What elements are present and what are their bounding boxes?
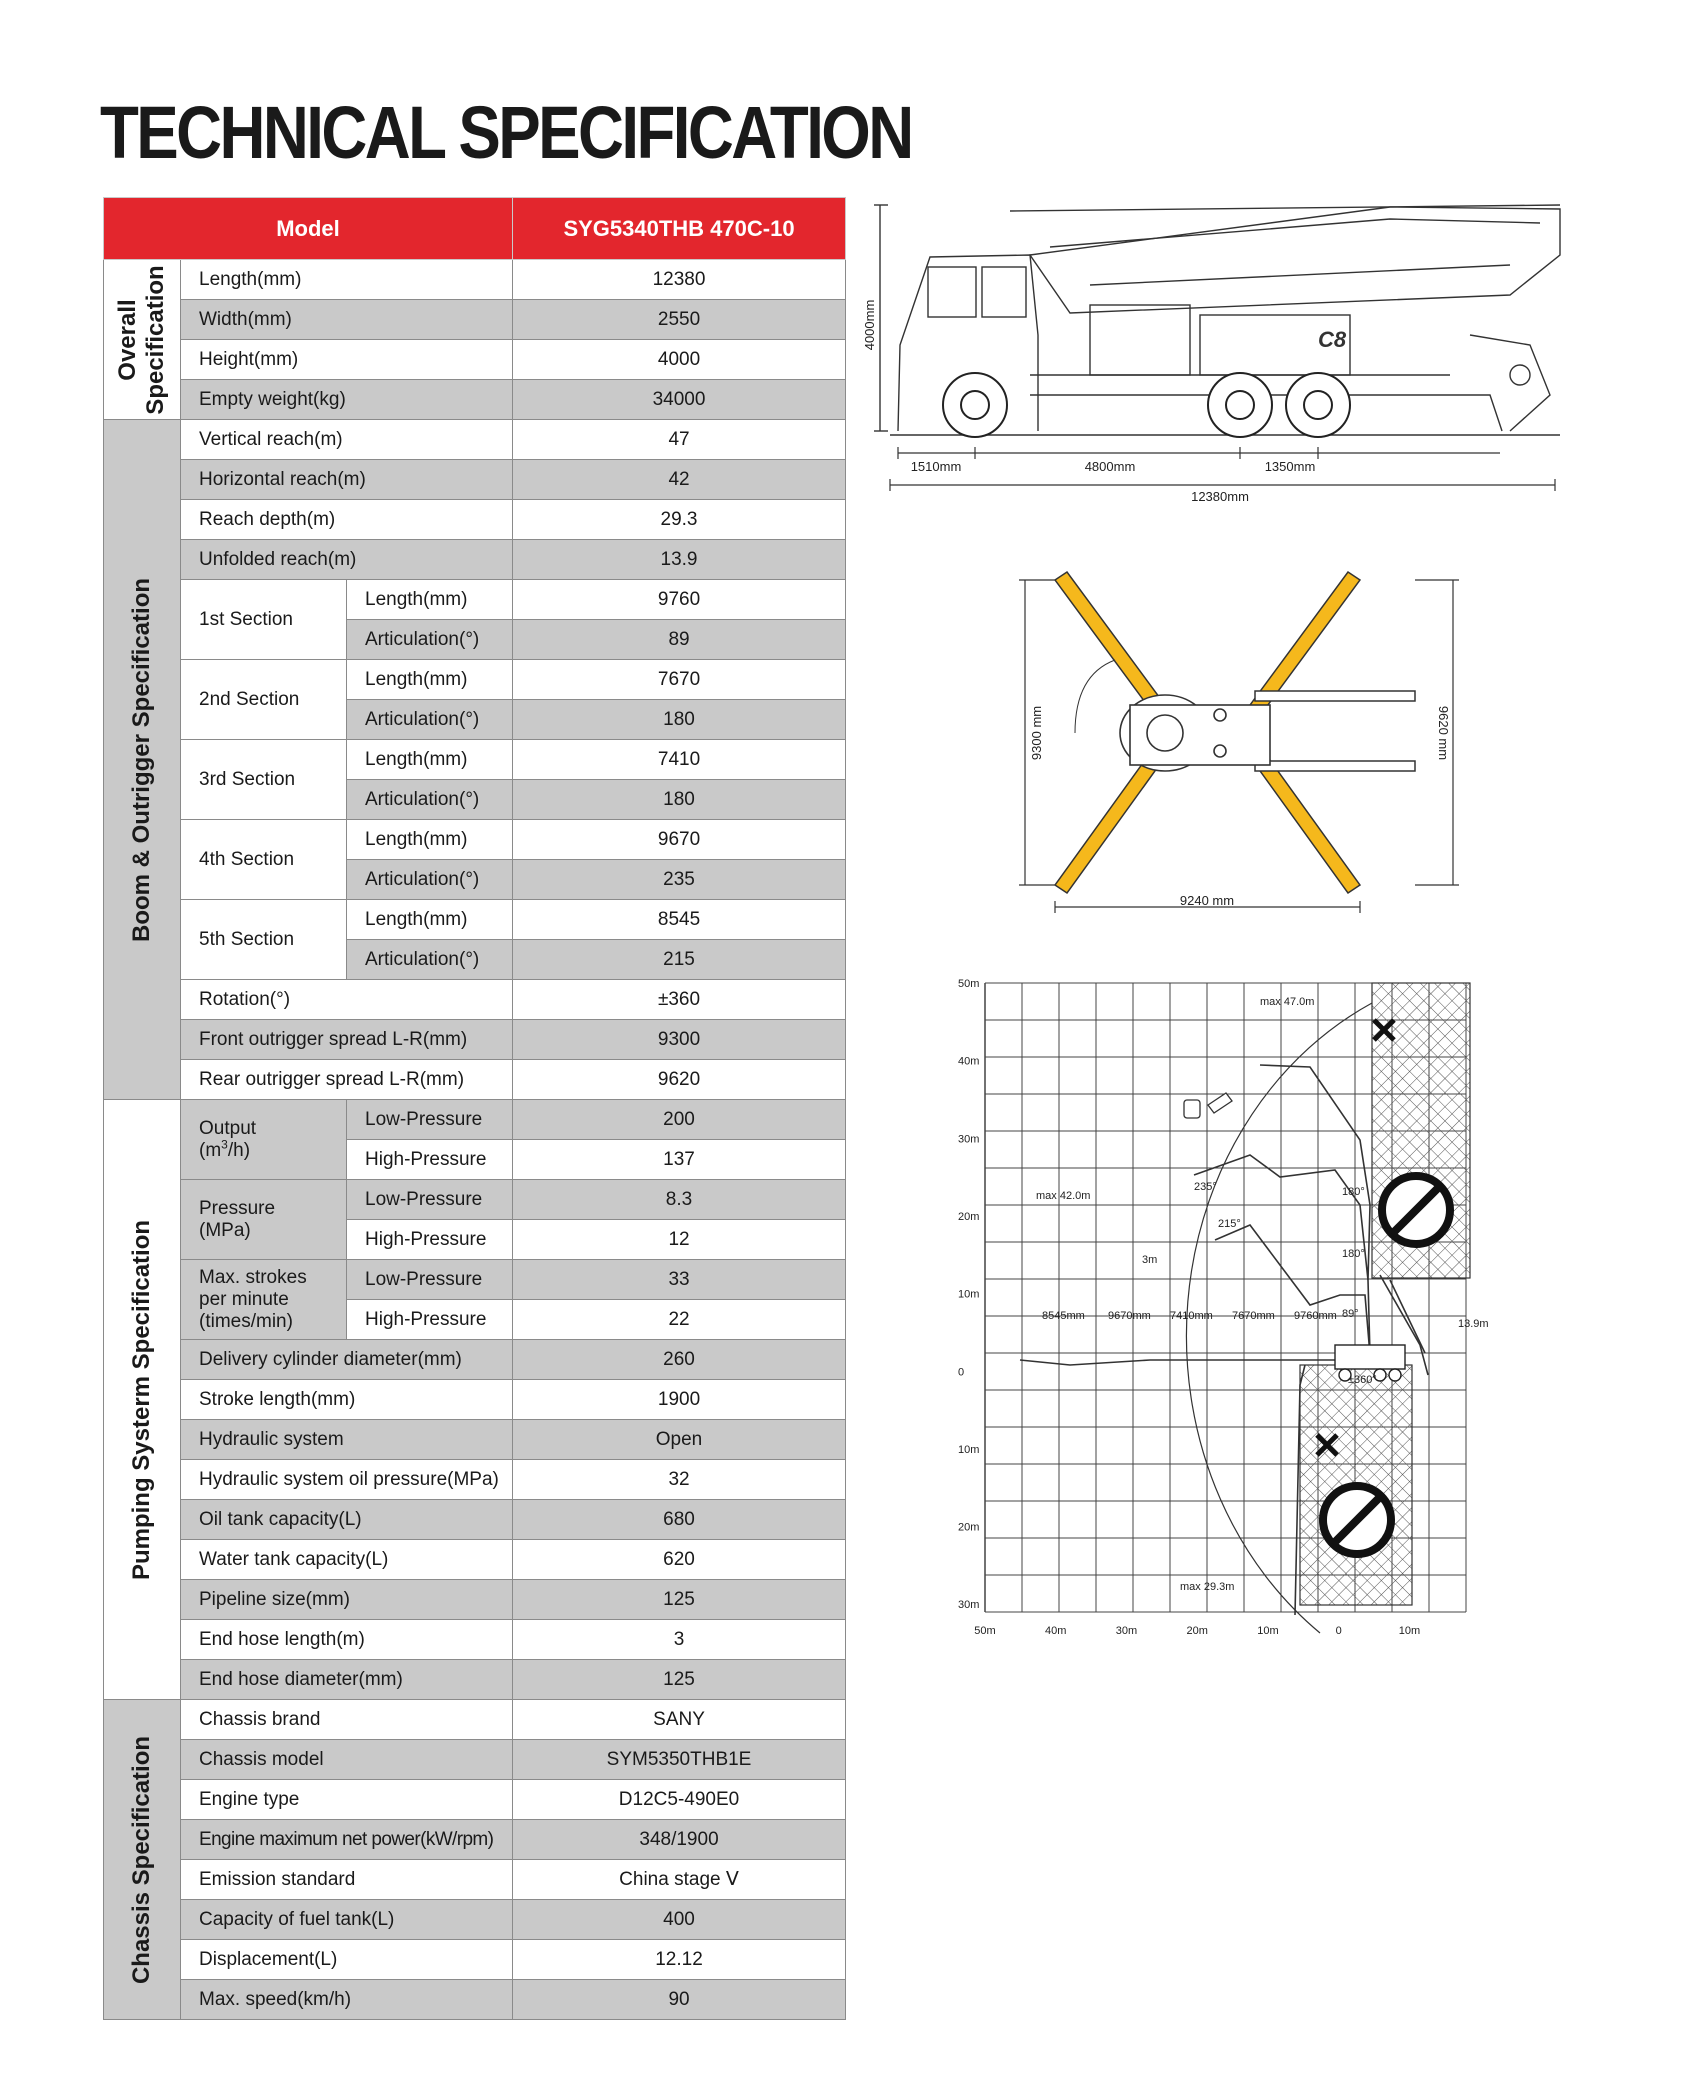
- row-value: 180: [513, 780, 846, 820]
- table-row: [104, 740, 846, 780]
- max-vertical-label: max 47.0m: [1260, 996, 1315, 1008]
- row-value: 29.3: [513, 500, 846, 540]
- row-label: Water tank capacity(L): [181, 1540, 513, 1580]
- row-value: 125: [513, 1580, 846, 1620]
- row-sub-label: Low-Pressure: [347, 1180, 513, 1220]
- row-value: 3: [513, 1620, 846, 1660]
- table-row: [104, 500, 846, 540]
- table-row: [104, 1900, 846, 1940]
- row-value: 620: [513, 1540, 846, 1580]
- row-value: 13.9: [513, 540, 846, 580]
- row-value: 2550: [513, 300, 846, 340]
- row-value: 180: [513, 700, 846, 740]
- section-label-overall: Overall Specification: [114, 264, 169, 415]
- row-value: 22: [513, 1300, 846, 1340]
- section-label-boom: Boom & Outrigger Specification: [128, 577, 155, 942]
- row-label: Width(mm): [181, 300, 513, 340]
- row-value: 7670: [513, 660, 846, 700]
- y-tick-label: 40m: [958, 1055, 980, 1068]
- output-group-label: Output $(m^3/h)$: [181, 1100, 347, 1180]
- x-tick-label: 10m: [1257, 1625, 1279, 1637]
- row-label: Pipeline size(mm): [181, 1580, 513, 1620]
- row-value: 9670: [513, 820, 846, 860]
- section-length-label: 7670mm: [1232, 1310, 1275, 1322]
- section-pumping: [104, 1100, 181, 1700]
- section-chassis: [104, 1700, 181, 2020]
- row-label: Chassis model: [181, 1740, 513, 1780]
- row-label: Vertical reach(m): [181, 420, 513, 460]
- boom-section-name: 3rd Section: [181, 740, 347, 820]
- angle-label: 215°: [1218, 1218, 1241, 1230]
- row-sub-label: Articulation(°): [347, 620, 513, 660]
- x-tick-label: 50m: [974, 1625, 996, 1637]
- row-value: 400: [513, 1900, 846, 1940]
- row-sub-label: Length(mm): [347, 740, 513, 780]
- section-length-label: 8545mm: [1042, 1310, 1085, 1322]
- x-tick-label: 0: [1335, 1625, 1342, 1637]
- spec-table: [103, 197, 846, 2020]
- table-row: [104, 1780, 846, 1820]
- table-row: [104, 1380, 846, 1420]
- section-length-label: 9760mm: [1294, 1310, 1337, 1322]
- table-row: [104, 1620, 846, 1660]
- row-value: 215: [513, 940, 846, 980]
- truck-mid-dim: 4800mm: [1084, 459, 1136, 474]
- row-value: 9620: [513, 1060, 846, 1100]
- width-dim: 9240 mm: [1179, 893, 1235, 908]
- row-label: Hydraulic system: [181, 1420, 513, 1460]
- row-value: D12C5-490E0: [513, 1780, 846, 1820]
- row-label: Engine maximum net power(kW/rpm): [181, 1820, 513, 1860]
- rear-spread-dim: 9620 mm: [1436, 705, 1451, 761]
- row-sub-label: Low-Pressure: [347, 1260, 513, 1300]
- row-sub-label: Articulation(°): [347, 700, 513, 740]
- row-label: Chassis brand: [181, 1700, 513, 1740]
- angle-label: 89°: [1342, 1308, 1359, 1320]
- table-row: [104, 1020, 846, 1060]
- row-value: 89: [513, 620, 846, 660]
- y-tick-label: 0: [958, 1366, 965, 1379]
- table-row: [104, 420, 846, 460]
- table-row: [104, 1580, 846, 1620]
- row-sub-label: High-Pressure: [347, 1140, 513, 1180]
- row-label: Stroke length(mm): [181, 1380, 513, 1420]
- table-row: [104, 1180, 846, 1220]
- row-label: Front outrigger spread L-R(mm): [181, 1020, 513, 1060]
- table-row: [104, 1100, 846, 1140]
- table-row: [104, 1500, 846, 1540]
- table-row: [104, 340, 846, 380]
- y-tick-label: 20m: [958, 1210, 980, 1223]
- table-row: [104, 900, 846, 940]
- row-value: 8545: [513, 900, 846, 940]
- row-sub-label: High-Pressure: [347, 1220, 513, 1260]
- table-row: [104, 1820, 846, 1860]
- page-title: TECHNICAL SPECIFICATION: [100, 91, 912, 174]
- row-value: 137: [513, 1140, 846, 1180]
- section-length-label: 7410mm: [1170, 1310, 1213, 1322]
- boom-section-name: 1st Section: [181, 580, 347, 660]
- y-tick-label: 30m: [958, 1599, 980, 1612]
- table-row: [104, 1700, 846, 1740]
- row-label: Engine type: [181, 1780, 513, 1820]
- section-boom: [104, 420, 181, 1100]
- row-value: 7410: [513, 740, 846, 780]
- x-tick-label: 10m: [1398, 1625, 1421, 1637]
- row-label: Empty weight(kg): [181, 380, 513, 420]
- row-value: 34000: [513, 380, 846, 420]
- row-value: China stage Ⅴ: [513, 1860, 846, 1900]
- max-depth-label: max 29.3m: [1180, 1581, 1235, 1593]
- truck-front-dim: 1510mm: [910, 459, 962, 474]
- row-value: 12380: [513, 260, 846, 300]
- angle-label: 235°: [1194, 1181, 1217, 1193]
- row-value: SYM5350THB1E: [513, 1740, 846, 1780]
- table-row: [104, 1260, 846, 1300]
- row-value: 260: [513, 1340, 846, 1380]
- row-label: Length(mm): [181, 260, 513, 300]
- table-row: [104, 1660, 846, 1700]
- row-value: 1900: [513, 1380, 846, 1420]
- table-row: [104, 980, 846, 1020]
- model-header: Model: [104, 198, 513, 260]
- section-label-pumping: Pumping Systerm Specification: [128, 1219, 155, 1580]
- row-value: 348/1900: [513, 1820, 846, 1860]
- row-value: 32: [513, 1460, 846, 1500]
- row-sub-label: Length(mm): [347, 900, 513, 940]
- table-row: [104, 1340, 846, 1380]
- hand-pointer-icon: [1184, 1093, 1232, 1118]
- row-sub-label: Articulation(°): [347, 940, 513, 980]
- row-value: 125: [513, 1660, 846, 1700]
- y-tick-label: 10m: [958, 1443, 980, 1456]
- y-tick-label: 10m: [958, 1288, 980, 1301]
- table-row: [104, 460, 846, 500]
- front-spread-dim: 9300 mm: [1029, 705, 1044, 761]
- row-label: Max. speed(km/h): [181, 1980, 513, 2020]
- angle-label: 180°: [1342, 1186, 1365, 1198]
- table-header-row: [104, 198, 846, 260]
- table-row: [104, 540, 846, 580]
- row-sub-label: Length(mm): [347, 580, 513, 620]
- rotation-label: ±360°: [1348, 1374, 1377, 1386]
- row-sub-label: Length(mm): [347, 660, 513, 700]
- hose-length-label: 3m: [1142, 1254, 1158, 1266]
- table-row: [104, 1980, 846, 2020]
- x-tick-label: 30m: [1115, 1625, 1138, 1637]
- row-label: End hose length(m): [181, 1620, 513, 1660]
- truck-total-dim: 12380mm: [1191, 489, 1249, 504]
- table-row: [104, 1540, 846, 1580]
- no-entry-icon: [1323, 1486, 1391, 1554]
- section-overall: [104, 260, 181, 420]
- row-value: ±360: [513, 980, 846, 1020]
- max-horizontal-label: max 42.0m: [1036, 1190, 1091, 1202]
- row-label: Displacement(L): [181, 1940, 513, 1980]
- row-label: Horizontal reach(m): [181, 460, 513, 500]
- row-value: 12.12: [513, 1940, 846, 1980]
- row-label: Height(mm): [181, 340, 513, 380]
- row-label: Rear outrigger spread L-R(mm): [181, 1060, 513, 1100]
- table-row: [104, 660, 846, 700]
- row-label: Delivery cylinder diameter(mm): [181, 1340, 513, 1380]
- row-value: 33: [513, 1260, 846, 1300]
- section-label-chassis: Chassis Specification: [128, 1735, 155, 1984]
- truck-rear-dim: 1350mm: [1264, 459, 1316, 474]
- row-value: 200: [513, 1100, 846, 1140]
- row-value: 680: [513, 1500, 846, 1540]
- table-row: [104, 1420, 846, 1460]
- row-value: 8.3: [513, 1180, 846, 1220]
- row-label: Reach depth(m): [181, 500, 513, 540]
- angle-label: 180°: [1342, 1248, 1365, 1260]
- row-value: 235: [513, 860, 846, 900]
- table-row: [104, 1940, 846, 1980]
- row-value: SANY: [513, 1700, 846, 1740]
- row-value: 4000: [513, 340, 846, 380]
- row-value: 47: [513, 420, 846, 460]
- table-row: [104, 1740, 846, 1780]
- x-tick-label: 40m: [1045, 1625, 1067, 1637]
- row-label: Rotation(°): [181, 980, 513, 1020]
- row-label: Unfolded reach(m): [181, 540, 513, 580]
- unfolded-reach-label: 13.9m: [1458, 1318, 1489, 1330]
- truck-height-dim: 4000mm: [862, 299, 877, 351]
- table-row: [104, 300, 846, 340]
- table-row: [104, 1460, 846, 1500]
- row-sub-label: Low-Pressure: [347, 1100, 513, 1140]
- strokes-group-label: Max. strokes per minute (times/min): [181, 1260, 347, 1340]
- row-label: End hose diameter(mm): [181, 1660, 513, 1700]
- row-label: Oil tank capacity(L): [181, 1500, 513, 1540]
- y-tick-label: 20m: [958, 1521, 980, 1534]
- row-sub-label: Articulation(°): [347, 780, 513, 820]
- row-sub-label: High-Pressure: [347, 1300, 513, 1340]
- row-value: 12: [513, 1220, 846, 1260]
- row-value: 90: [513, 1980, 846, 2020]
- row-label: Emission standard: [181, 1860, 513, 1900]
- outrigger-top-view-drawing: [1015, 565, 1475, 920]
- boom-section-name: 5th Section: [181, 900, 347, 980]
- truck-side-view-drawing: [862, 195, 1570, 505]
- table-row: [104, 1060, 846, 1100]
- y-tick-label: 30m: [958, 1133, 980, 1146]
- row-sub-label: Length(mm): [347, 820, 513, 860]
- row-value: 42: [513, 460, 846, 500]
- pressure-group-label: Pressure (MPa): [181, 1180, 347, 1260]
- table-row: [104, 580, 846, 620]
- reach-diagram: [950, 965, 1489, 1665]
- truck-logo: C8: [1318, 327, 1347, 352]
- boom-section-name: 4th Section: [181, 820, 347, 900]
- row-label: Capacity of fuel tank(L): [181, 1900, 513, 1940]
- y-tick-label: 50m: [958, 978, 980, 990]
- boom-section-name: 2nd Section: [181, 660, 347, 740]
- model-value-header: SYG5340THB 470C-10: [513, 198, 846, 260]
- table-row: [104, 380, 846, 420]
- table-row: [104, 260, 846, 300]
- section-length-label: 9670mm: [1108, 1310, 1151, 1322]
- no-entry-icon: [1382, 1176, 1450, 1244]
- x-tick-label: 20m: [1186, 1625, 1208, 1637]
- row-value: 9300: [513, 1020, 846, 1060]
- row-label: Hydraulic system oil pressure(MPa): [181, 1460, 513, 1500]
- row-sub-label: Articulation(°): [347, 860, 513, 900]
- row-value: 9760: [513, 580, 846, 620]
- row-value: Open: [513, 1420, 846, 1460]
- table-row: [104, 820, 846, 860]
- table-row: [104, 1860, 846, 1900]
